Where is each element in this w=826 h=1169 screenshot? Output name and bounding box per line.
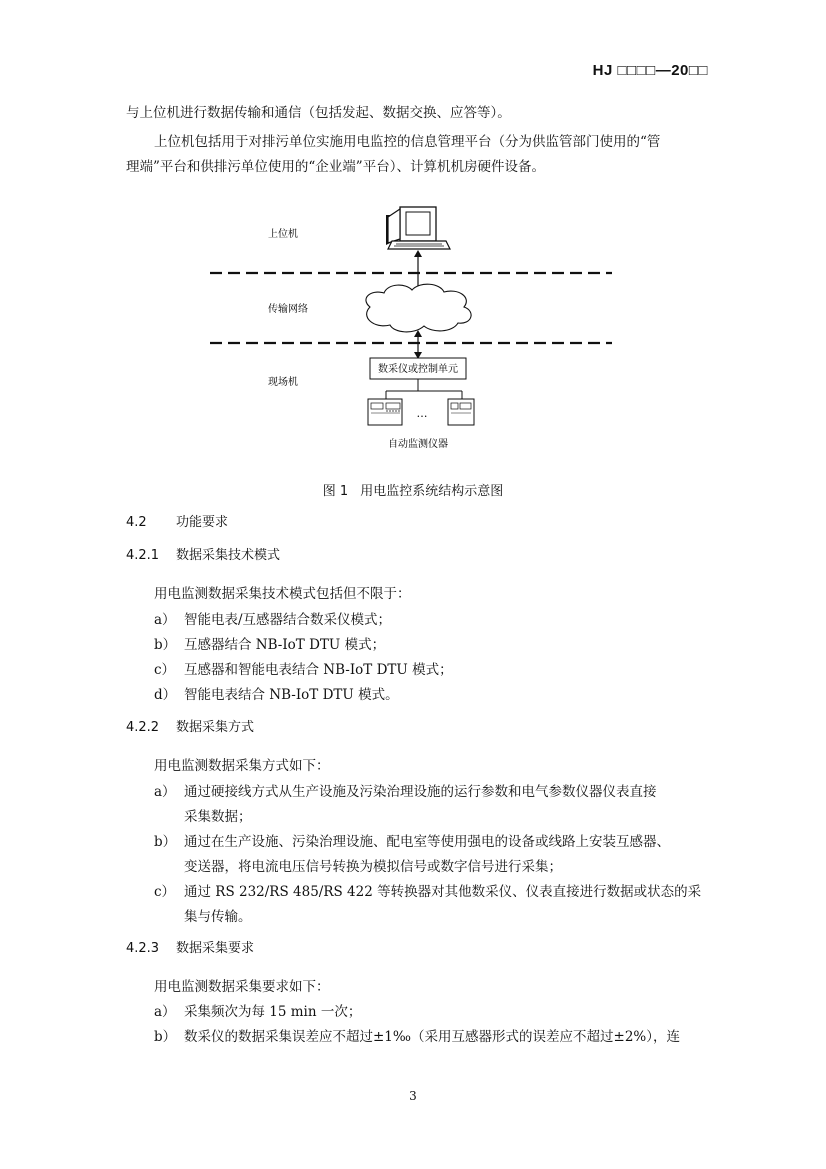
section-4-2-2-heading <box>126 719 254 737</box>
section-number: 4.2 <box>126 515 147 530</box>
label-field-machine: 现场机 <box>268 377 298 388</box>
document-code-header: HJ □□□□—20□□ <box>592 62 708 79</box>
list-item-label: a） <box>154 784 176 800</box>
list-item-text: 通过 RS 232/RS 485/RS 422 等转换器对其他数采仪、仪表直接进行数据或状态的采 <box>184 884 702 900</box>
intro-line-1: 与上位机进行数据传输和通信（包括发起、数据交换、应答等）。 <box>126 105 511 121</box>
list-item-text: 采集频次为每 15 min 一次； <box>184 1004 362 1020</box>
section-title: 数据采集要求 <box>176 941 255 956</box>
list-item <box>154 636 385 654</box>
section-number: 4.2.2 <box>126 720 160 735</box>
intro-line-3: 理端”平台和供排污单位使用的“企业端”平台）、计算机机房硬件设备。 <box>126 159 545 175</box>
double-arrow-lower <box>414 330 422 359</box>
list-item-label: a） <box>154 1004 176 1020</box>
section-title: 数据采集技术模式 <box>176 548 281 563</box>
instrument-icon-right <box>448 399 474 425</box>
list-item <box>154 883 701 901</box>
list-item-text: 通过在生产设施、污染治理设施、配电室等使用强电的设备或线路上安装互感器、 <box>184 834 670 850</box>
list-item <box>154 611 391 629</box>
label-auto-monitoring-instruments: 自动监测仪器 <box>388 439 448 450</box>
list-item-label: c） <box>154 662 176 678</box>
section-4-2-2-intro: 用电监测数据采集方式如下： <box>154 758 330 774</box>
instruments-ellipsis: … <box>416 407 428 420</box>
figure-caption-number: 图 1 <box>322 484 349 499</box>
section-4-2-3-intro: 用电监测数据采集要求如下： <box>154 979 330 995</box>
instrument-icon-left <box>368 399 402 425</box>
list-item <box>154 1028 680 1046</box>
list-item <box>154 1003 361 1021</box>
figure-caption-text: 用电监控系统结构示意图 <box>360 484 504 499</box>
list-item-continuation: 集与传输。 <box>184 909 252 925</box>
section-4-2-1-intro: 用电监测数据采集技术模式包括但不限于： <box>154 586 411 602</box>
computer-icon <box>386 207 450 249</box>
label-upper-machine: 上位机 <box>268 229 298 240</box>
section-title: 数据采集方式 <box>176 720 255 735</box>
list-item <box>154 783 657 801</box>
box-label: 数采仪或控制单元 <box>378 364 458 375</box>
section-number: 4.2.1 <box>126 548 160 563</box>
list-item-text: 智能电表/互感器结合数采仪模式； <box>184 612 392 628</box>
list-item-text: 通过硬接线方式从生产设施及污染治理设施的运行参数和电气参数仪器仪表直接 <box>184 784 657 800</box>
list-item-label: b） <box>154 637 177 653</box>
section-4-2-heading <box>126 514 228 532</box>
system-structure-diagram <box>200 195 630 460</box>
list-item-label: b） <box>154 1029 177 1045</box>
list-item-label: a） <box>154 612 176 628</box>
figure-caption <box>0 480 826 499</box>
list-item-text: 互感器结合 NB-IoT DTU 模式； <box>184 637 386 653</box>
label-transmission-network: 传输网络 <box>268 304 308 315</box>
list-item-label: b） <box>154 834 177 850</box>
intro-line-2: 上位机包括用于对排污单位实施用电监控的信息管理平台（分为供监管部门使用的“管 <box>154 134 661 150</box>
section-4-2-1-heading <box>126 547 280 565</box>
list-item <box>154 833 670 851</box>
list-item-label: d） <box>154 687 177 703</box>
network-cloud-icon <box>366 284 471 332</box>
list-item-text: 智能电表结合 NB-IoT DTU 模式。 <box>184 687 399 703</box>
list-item-continuation: 变送器，将电流电压信号转换为模拟信号或数字信号进行采集； <box>184 859 562 875</box>
list-item-text: 数采仪的数据采集误差应不超过±1‰（采用互感器形式的误差应不超过±2%），连 <box>184 1029 680 1045</box>
list-item <box>154 686 399 704</box>
list-item <box>154 661 453 679</box>
section-number: 4.2.3 <box>126 941 160 956</box>
list-item-text: 互感器和智能电表结合 NB-IoT DTU 模式； <box>184 662 453 678</box>
list-item-label: c） <box>154 884 176 900</box>
section-title: 功能要求 <box>176 515 229 530</box>
section-4-2-3-heading <box>126 940 254 958</box>
page-number: 3 <box>409 1089 417 1103</box>
list-item-continuation: 采集数据； <box>184 809 252 825</box>
